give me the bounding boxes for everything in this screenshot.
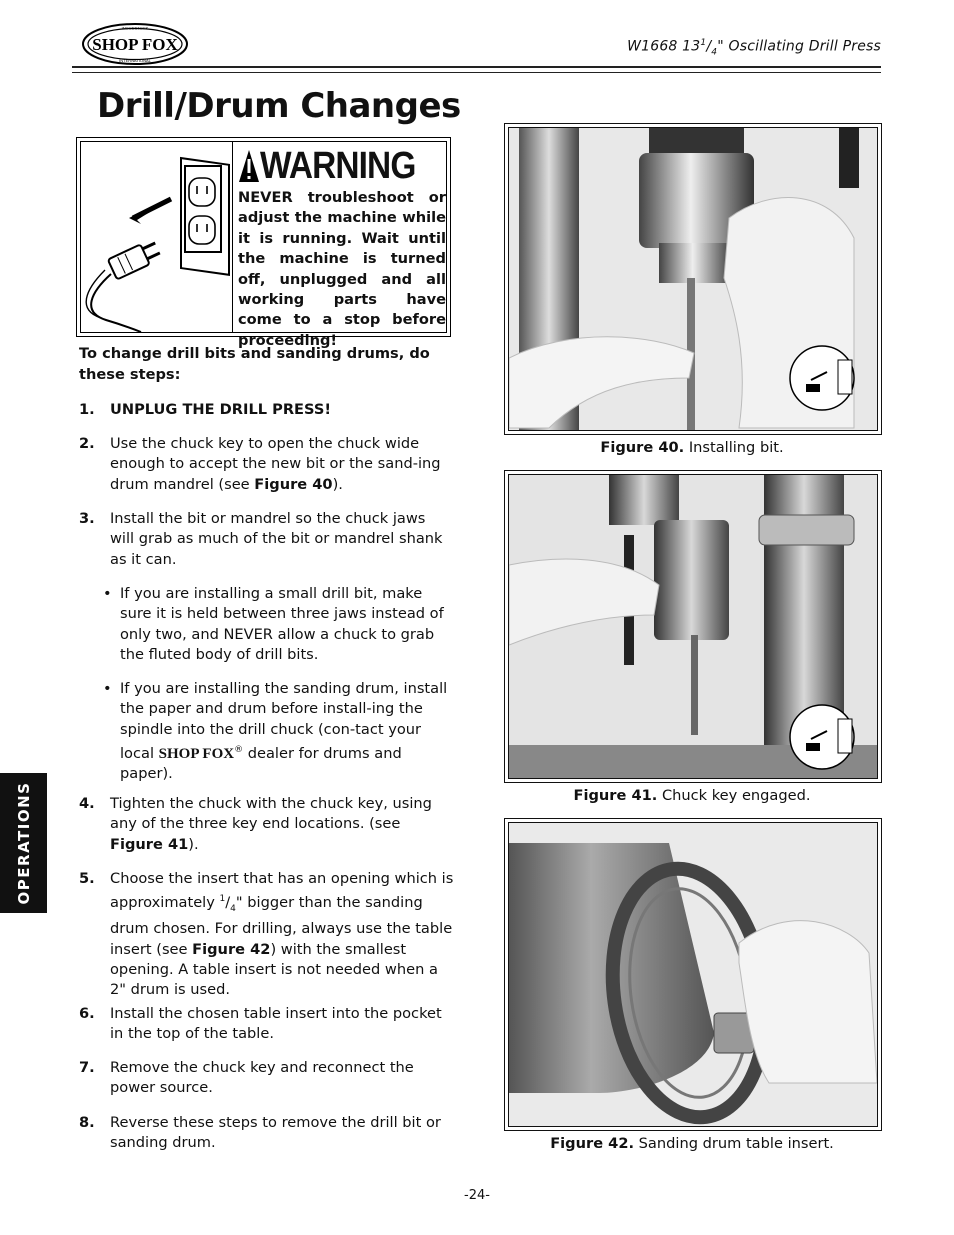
shop-fox-logo (82, 23, 188, 65)
unplug-outlet-illustration (81, 142, 233, 332)
page-number: -24- (464, 1188, 490, 1203)
section-tab-operations: OPERATIONS (0, 773, 47, 913)
intro-text: To change drill bits and sanding drums, do these steps: (79, 345, 430, 383)
step-3: 3. Install the bit or mandrel so the chuck jaws will grab as much of the bit or mandrel shank as it can. (79, 510, 443, 568)
figure-ref: Figure 40 (254, 475, 333, 493)
svg-text:INTERNATIONAL: INTERNATIONAL (119, 58, 151, 63)
step-8: 8. Reverse these steps to remove the drill bit or sanding drum. (79, 1114, 441, 1152)
figure-41-caption: Figure 41. Chuck key engaged. (573, 787, 811, 804)
figure-40-caption: Figure 40. Installing bit. (600, 439, 784, 456)
warning-heading: WARNING (238, 146, 437, 186)
step-5: 5. Choose the insert that has an opening which is approximately $^1/_4$" bigger than the sanding drum chosen. For drilling, always use the table insert (see Figure 42) with the smallest opening. A table insert is not needed when a 2" drum is used. (79, 870, 454, 999)
figure-42-photo (504, 818, 882, 1131)
header-rule (72, 66, 881, 73)
step-6: 6. Install the chosen table insert into the pocket in the top of the table. (79, 1005, 442, 1043)
figure-40-photo (504, 123, 882, 435)
svg-text:SHOP FOX: SHOP FOX (92, 35, 178, 54)
bullet-sanding-drum: • If you are installing the sanding drum, install the paper and drum before install-ing the spindle into the drill chuck (con-tact your local SHOP FOX® dealer for drums and paper). (103, 680, 448, 783)
bullet-small-bit: • If you are installing a small drill bit, make sure it is held between three jaws instead of only two, and NEVER allow a chuck to grab the fluted body of drill bits. (103, 585, 444, 663)
svg-text:WOODSTOCK: WOODSTOCK (121, 25, 149, 31)
warning-triangle-icon (238, 149, 260, 183)
step-7: 7. Remove the chuck key and reconnect the power source. (79, 1059, 414, 1097)
warning-text: NEVER troubleshoot or adjust the machine while it is running. Wait until the machine is turned off, unplugged and all working parts have come to a stop before proceeding! (238, 189, 446, 349)
figure-42-caption: Figure 42. Sanding drum table insert. (550, 1135, 834, 1152)
step-4: 4. Tighten the chuck with the chuck key, using any of the three key end locations. (see Figure 41). (79, 795, 432, 853)
step-2: 2. Use the chuck key to open the chuck wide enough to accept the new bit or the sand-ing drum mandrel (see Figure 40). (79, 435, 441, 493)
step-1: 1. UNPLUG THE DRILL PRESS! (79, 401, 332, 418)
warning-box (76, 137, 451, 349)
header-title: W1668 $13^1/_4$" Oscillating Drill Press (627, 38, 881, 58)
page-title: Drill/Drum Changes (97, 86, 461, 126)
figure-41-photo (504, 470, 882, 783)
